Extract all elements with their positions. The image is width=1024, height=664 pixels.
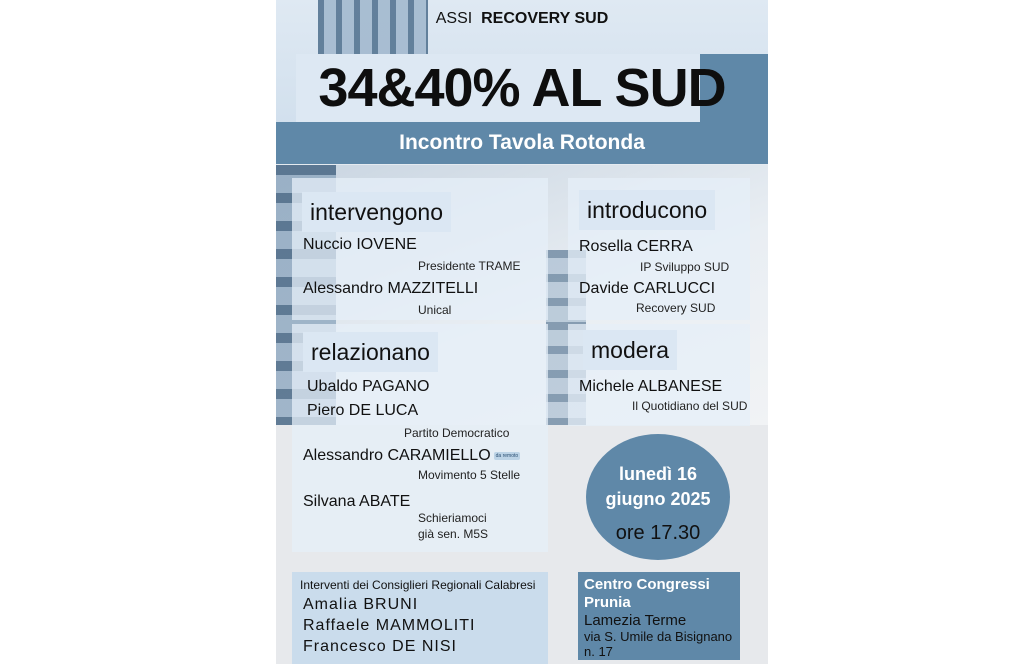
council-member: Amalia BRUNI (303, 596, 419, 613)
brand-line (276, 10, 768, 28)
venue-town: Lamezia Terme (584, 612, 687, 629)
event-time: ore 17.30 (615, 522, 701, 544)
speaker-role: Partito Democratico (404, 426, 510, 440)
speaker-name: Nuccio IOVENE (303, 236, 417, 253)
brand-name: RECOVERY SUD (481, 10, 609, 27)
council-member: Francesco DE NISI (303, 638, 457, 655)
speaker-name: Rosella CERRA (579, 238, 693, 255)
council-box (292, 572, 548, 664)
speaker-role: Movimento 5 Stelle (418, 468, 521, 482)
speaker-name-text: Alessandro CARAMIELLO (303, 447, 491, 464)
speaker-name (303, 447, 520, 465)
speaker-name: Silvana ABATE (303, 493, 411, 510)
moderator-role: Il Quotidiano del SUD (632, 399, 748, 413)
speaker-role-secondary: già sen. M5S (418, 527, 489, 541)
speaker-role: Recovery SUD (636, 301, 716, 315)
speaker-name: Ubaldo PAGANO (307, 378, 430, 395)
page-title: 34&40% AL SUD (318, 58, 726, 118)
venue-address-number: n. 17 (584, 644, 613, 659)
introducono-heading: introducono (579, 190, 715, 230)
venue-address: via S. Umile da Bisignano (584, 629, 733, 644)
page-subtitle: Incontro Tavola Rotonda (399, 131, 645, 154)
venue-box (578, 572, 740, 660)
date-day: lunedì 16 (618, 464, 698, 484)
council-label: Interventi dei Consiglieri Regionali Calabresi (300, 578, 536, 592)
venue-name-2: Prunia (584, 594, 631, 611)
modera-heading: modera (583, 330, 677, 370)
speaker-role: Presidente TRAME (418, 259, 521, 273)
brand-prefix: ASSI (435, 10, 473, 27)
event-poster (276, 0, 768, 664)
event-date (586, 434, 730, 560)
tower-image (318, 0, 428, 60)
speaker-name: Davide CARLUCCI (579, 280, 716, 297)
relazionano-heading: relazionano (303, 332, 438, 372)
remote-badge: da remoto (495, 452, 519, 459)
moderator-name: Michele ALBANESE (579, 378, 723, 395)
council-member: Raffaele MAMMOLITI (303, 617, 476, 634)
date-month-year: giugno 2025 (605, 489, 711, 509)
speaker-role: Unical (418, 303, 452, 317)
intervengono-heading: intervengono (302, 192, 451, 232)
speaker-name: Alessandro MAZZITELLI (303, 280, 479, 297)
speaker-role: Schieriamoci (418, 511, 487, 525)
venue-name: Centro Congressi (584, 576, 710, 593)
speaker-name: Piero DE LUCA (307, 402, 419, 419)
speaker-role: IP Sviluppo SUD (640, 260, 730, 274)
